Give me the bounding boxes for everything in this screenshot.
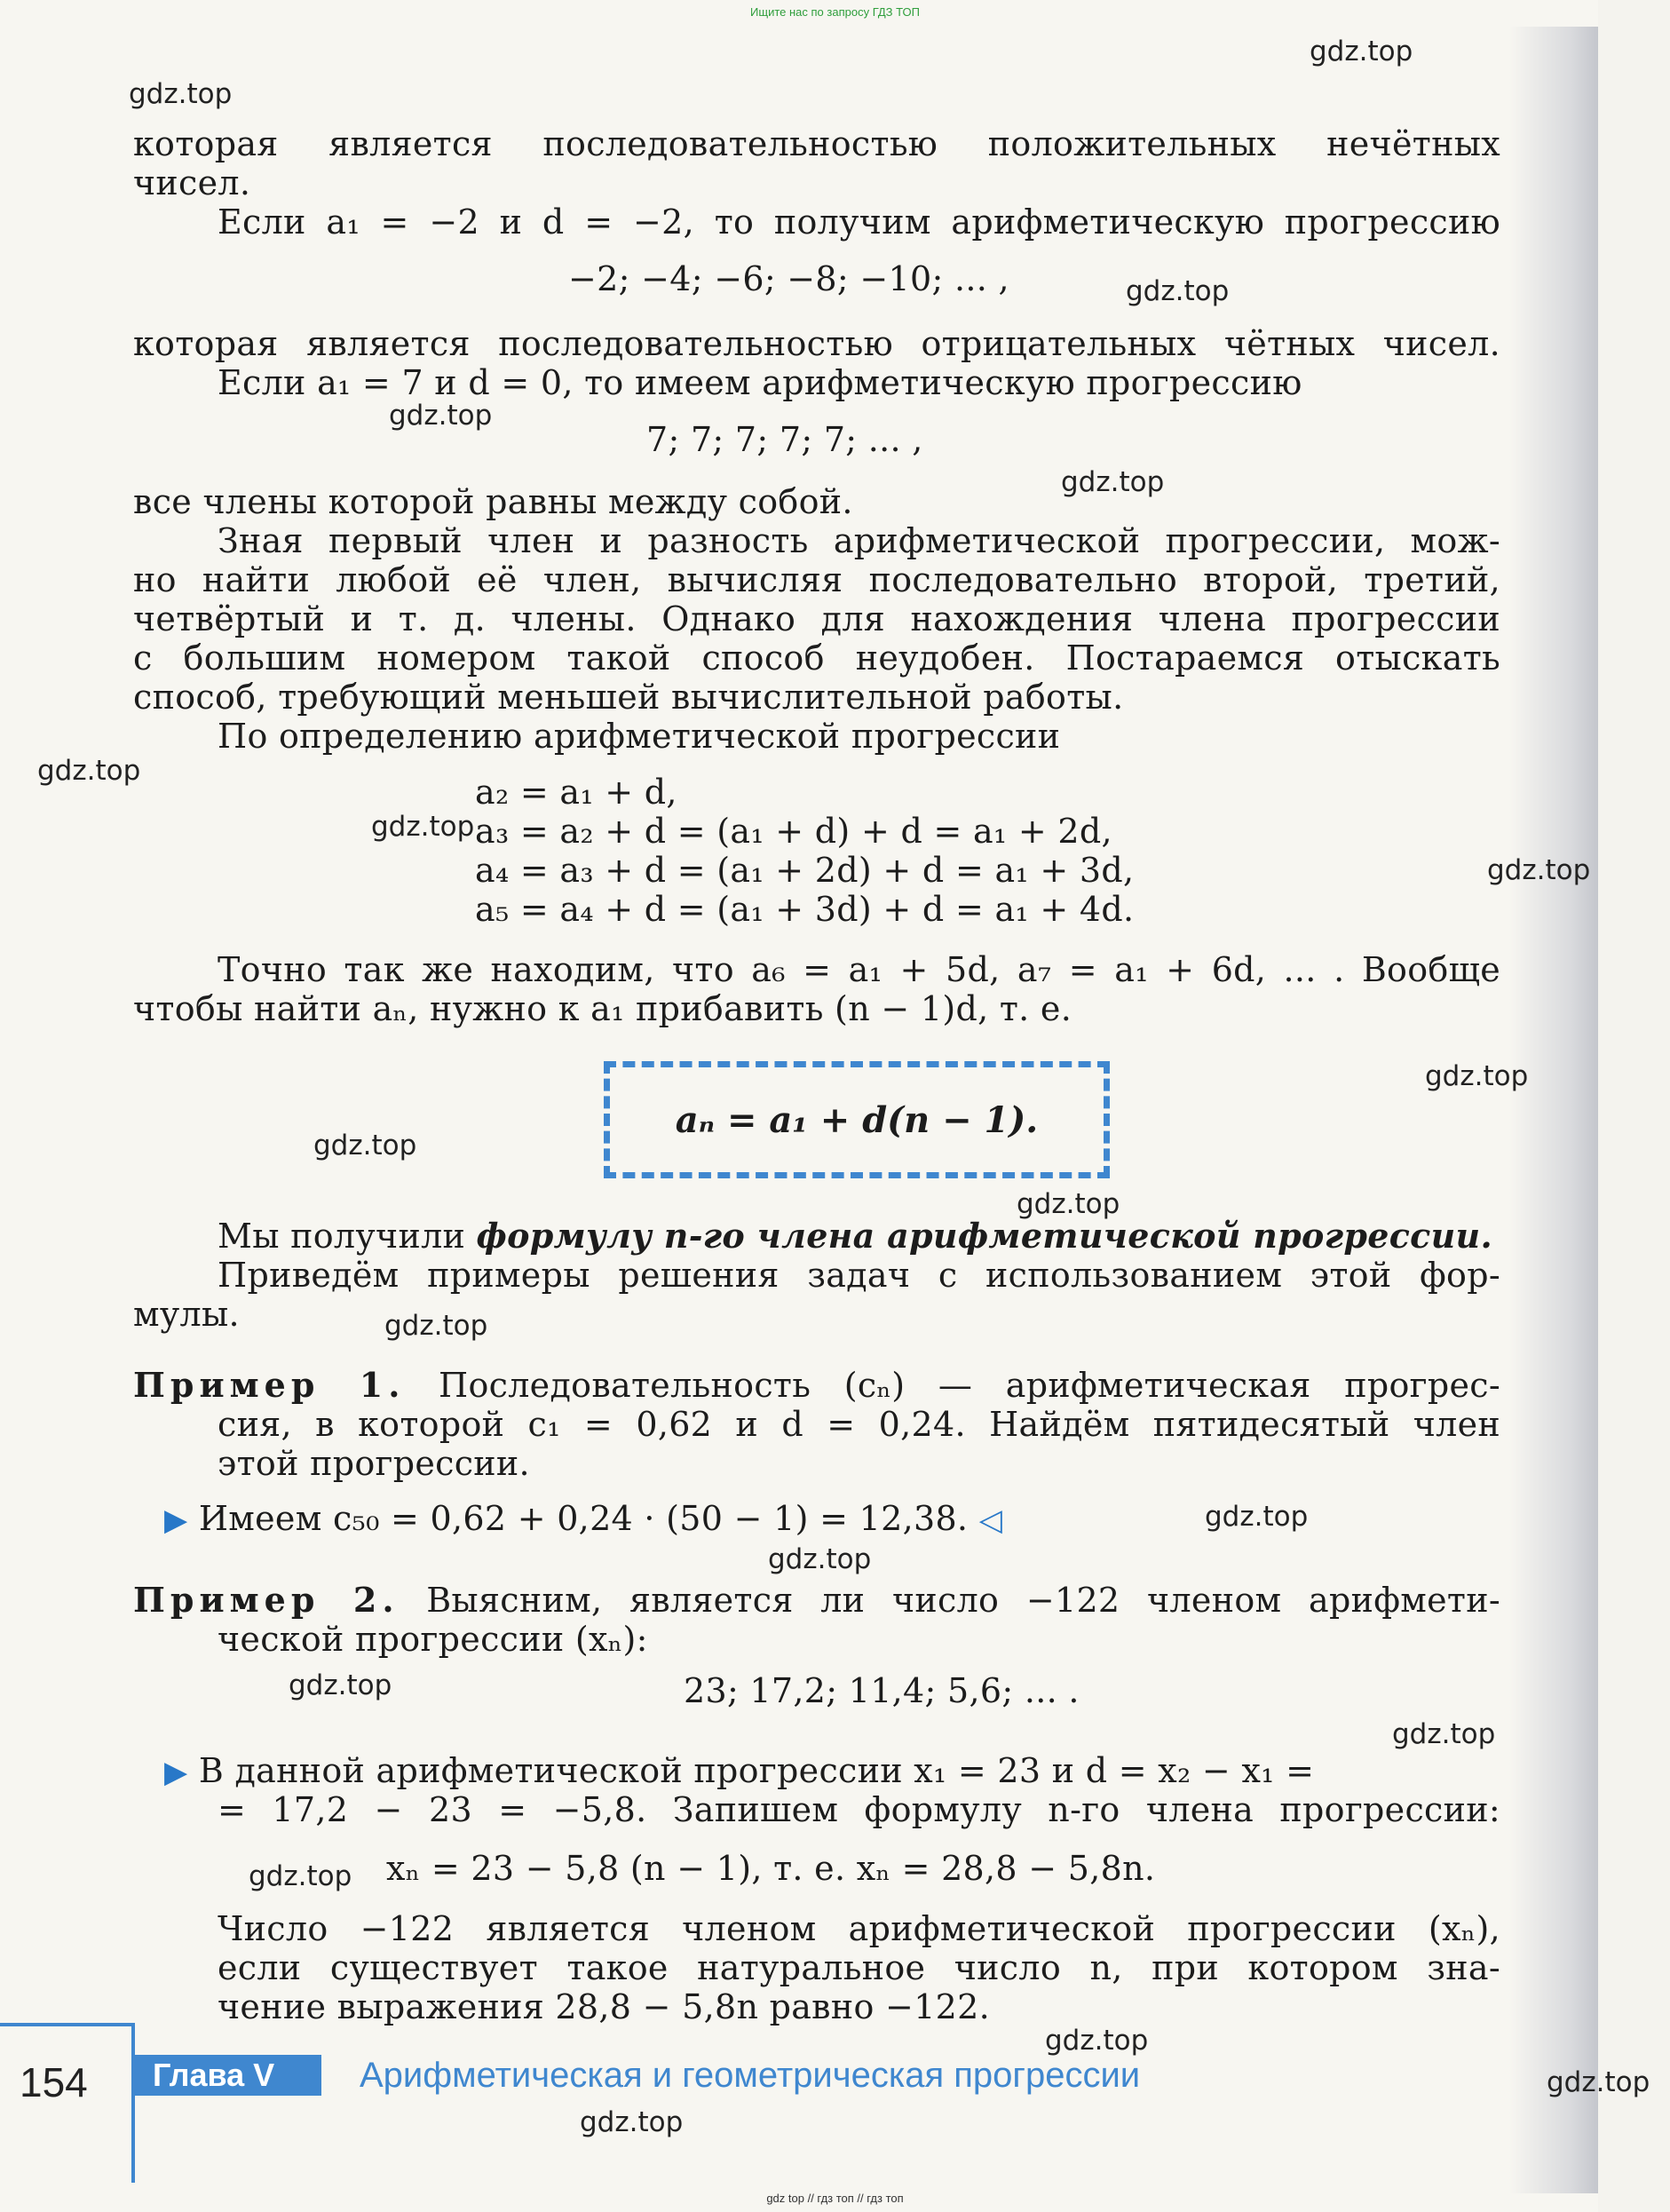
text-fragment: Последовательность (cₙ) — арифметическая прогрес- bbox=[439, 1366, 1500, 1405]
text-line: Точно так же находим, что a₆ = a₁ + 5d, a₇ = a₁ + 6d, ... . Вообще bbox=[218, 950, 1500, 989]
text-line: которая является последовательностью положительных нечётных bbox=[133, 124, 1500, 163]
text-line: = 17,2 − 23 = −5,8. Запишем формулу n-го члена прогрессии: bbox=[218, 1790, 1500, 1829]
example-1-header bbox=[133, 1366, 1500, 1405]
equation-line: xₙ = 23 − 5,8 (n − 1), т. е. xₙ = 28,8 − 5,8n. bbox=[386, 1849, 1156, 1888]
watermark: gdz.top bbox=[371, 811, 475, 843]
solution-line bbox=[164, 1751, 1500, 1792]
equation-line: a₄ = a₃ + d = (a₁ + 2d) + d = a₁ + 3d, bbox=[475, 851, 1135, 890]
watermark: gdz.top bbox=[313, 1130, 417, 1161]
watermark: gdz.top bbox=[1547, 2066, 1650, 2098]
text-line: Если a₁ = 7 и d = 0, то имеем арифметическую прогрессию bbox=[218, 363, 1302, 402]
chapter-badge: Глава V bbox=[135, 2055, 321, 2096]
text-line: четвёртый и т. д. члены. Однако для нахождения члена прогрессии bbox=[133, 599, 1500, 638]
watermark: gdz.top bbox=[1487, 854, 1591, 886]
text-line: По определению арифметической прогрессии bbox=[218, 717, 1061, 756]
text-fragment: В данной арифметической прогрессии x₁ = 23 и d = x₂ − x₁ = bbox=[198, 1751, 1315, 1790]
text-line: мулы. bbox=[133, 1295, 240, 1334]
top-note: Ищите нас по запросу ГДЗ ТОП bbox=[750, 5, 920, 19]
text-line bbox=[218, 1217, 1500, 1256]
watermark: gdz.top bbox=[1425, 1060, 1529, 1092]
watermark: gdz.top bbox=[768, 1543, 872, 1575]
text-line: чисел. bbox=[133, 163, 251, 202]
text-line: чтобы найти aₙ, нужно к a₁ прибавить (n − 1)d, т. е. bbox=[133, 989, 1072, 1028]
text-line: которая является последовательностью отрицательных чётных чисел. bbox=[133, 324, 1500, 363]
chapter-title: Арифметическая и геометрическая прогрессии bbox=[360, 2056, 1141, 2095]
text-line: Приведём примеры решения задач с использованием этой фор- bbox=[218, 1256, 1500, 1295]
example-label: Пример 1. bbox=[133, 1365, 406, 1405]
equation-line: a₂ = a₁ + d, bbox=[475, 773, 677, 812]
emphasized-term: формулу n-го члена арифметической прогрессии. bbox=[476, 1216, 1492, 1256]
watermark: gdz.top bbox=[289, 1669, 392, 1701]
page-edge-shadow bbox=[1509, 27, 1598, 2193]
watermark: gdz.top bbox=[1017, 1188, 1120, 1220]
page-number: 154 bbox=[20, 2059, 88, 2105]
watermark: gdz.top bbox=[1205, 1501, 1309, 1533]
nth-term-formula: aₙ = a₁ + d(n − 1). bbox=[675, 1099, 1039, 1141]
watermark: gdz.top bbox=[1045, 2025, 1149, 2057]
watermark: gdz.top bbox=[389, 400, 493, 432]
text-line: способ, требующий меньшей вычислительной работы. bbox=[133, 678, 1124, 717]
text-line: если существует такое натуральное число n, при котором зна- bbox=[218, 1948, 1500, 1987]
equation-line: a₅ = a₄ + d = (a₁ + 3d) + d = a₁ + 4d. bbox=[475, 890, 1135, 929]
solution-start-marker: ▶ bbox=[164, 1502, 188, 1538]
watermark: gdz.top bbox=[1392, 1718, 1496, 1750]
text-fragment: Мы получили bbox=[218, 1217, 466, 1256]
watermark: gdz.top bbox=[249, 1860, 352, 1892]
sequence-line: −2; −4; −6; −8; −10; ... , bbox=[568, 259, 1009, 298]
solution-line bbox=[164, 1499, 1141, 1540]
text-line: этой прогрессии. bbox=[218, 1444, 530, 1483]
example-label: Пример 2. bbox=[133, 1580, 400, 1620]
watermark: gdz.top bbox=[1061, 466, 1165, 498]
watermark: gdz.top bbox=[384, 1310, 488, 1342]
solution-start-marker: ▶ bbox=[164, 1755, 188, 1790]
footer-divider bbox=[131, 2023, 135, 2183]
watermark: gdz.top bbox=[1310, 36, 1413, 67]
text-line: Число −122 является членом арифметической прогрессии (xₙ), bbox=[218, 1909, 1500, 1948]
text-line: ческой прогрессии (xₙ): bbox=[218, 1620, 648, 1659]
text-line: Если a₁ = −2 и d = −2, то получим арифметическую прогрессию bbox=[218, 202, 1500, 242]
text-line: но найти любой её член, вычисляя последовательно второй, третий, bbox=[133, 560, 1500, 599]
sequence-line: 7; 7; 7; 7; 7; ... , bbox=[646, 420, 923, 459]
watermark: gdz.top bbox=[580, 2106, 684, 2138]
footer-divider bbox=[0, 2023, 133, 2026]
text-line: все члены которой равны между собой. bbox=[133, 482, 853, 521]
solution-end-marker: ◁ bbox=[978, 1502, 1003, 1538]
watermark: gdz.top bbox=[129, 78, 233, 110]
text-line: Зная первый член и разность арифметической прогрессии, мож- bbox=[218, 521, 1500, 560]
text-line: сия, в которой c₁ = 0,62 и d = 0,24. Найдём пятидесятый член bbox=[218, 1405, 1500, 1444]
watermark: gdz.top bbox=[1126, 275, 1230, 307]
text-fragment: Имеем c₅₀ = 0,62 + 0,24 · (50 − 1) = 12,38. bbox=[198, 1499, 969, 1538]
text-fragment: Выясним, является ли число −122 членом арифмети- bbox=[426, 1581, 1500, 1620]
sequence-line: 23; 17,2; 11,4; 5,6; ... . bbox=[684, 1671, 1080, 1710]
equation-line: a₃ = a₂ + d = (a₁ + d) + d = a₁ + 2d, bbox=[475, 812, 1112, 851]
bottom-note: gdz top // гдз топ // гдз топ bbox=[766, 2192, 904, 2205]
text-line: чение выражения 28,8 − 5,8n равно −122. bbox=[218, 1987, 991, 2026]
text-line: с большим номером такой способ неудобен. Постараемся отыскать bbox=[133, 638, 1500, 678]
example-2-header bbox=[133, 1581, 1500, 1620]
watermark: gdz.top bbox=[37, 755, 141, 787]
